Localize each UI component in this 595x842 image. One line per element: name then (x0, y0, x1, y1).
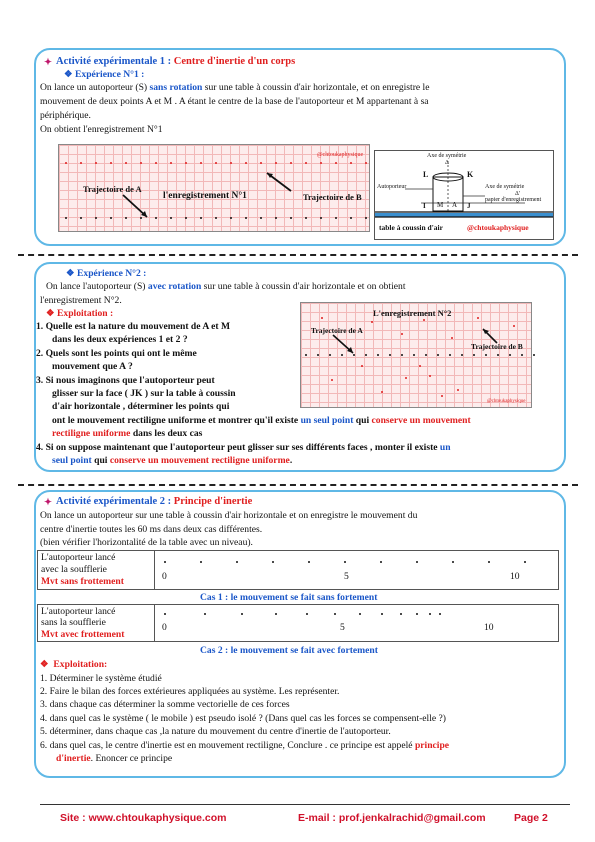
activity1-bullet-icon: ✦ (44, 57, 53, 68)
case1-label-line2: avec la soufflerie (41, 564, 107, 575)
question1-line1: 1. Quelle est la nature du mouvement de A et M (36, 321, 231, 332)
case2-caption: Cas 2 : le mouvement se fait avec fortement (200, 645, 378, 656)
case1-position-dot (380, 561, 382, 563)
question2-line2: mouvement que A ? (52, 361, 133, 372)
recording1-label-traj-a: Trajectoire de A (83, 184, 142, 194)
diagram-I-label: I (423, 202, 426, 210)
case2-label-line1: L'autoporteur lancé (41, 606, 116, 617)
exploitation2-item3: 3. dans chaque cas déterminer la somme vectorielle de ces forces (40, 699, 290, 710)
exploitation2-item6-line1: 6. dans quel cas, le centre d'inertie est en mouvement rectiligne, Conclure . ce principe est appelé principe (40, 740, 450, 751)
section-separator-2 (18, 484, 578, 486)
diagram-autoporteur-label: Autoporteur (377, 184, 407, 190)
case2-row (37, 604, 559, 642)
case2-position-dot (400, 613, 402, 615)
diagram-table-label: table à coussin d'air (379, 223, 443, 232)
recording1-arrows (59, 145, 371, 233)
recording2-figure (300, 302, 532, 408)
recording2-label: L'enregistrement N°2 (373, 308, 452, 318)
case1-position-dot (164, 561, 166, 563)
case2-label-line2: sans la soufflerie (41, 617, 106, 628)
case1-position-dot (416, 561, 418, 563)
activity1-paragraph-line1: On lance un autoporteur (S) sans rotation sur une table à coussin d'air horizontale, et on enregistre le (40, 82, 430, 93)
diagram-watermark: @chtoukaphysique (467, 223, 529, 232)
activity2-bullet-icon: ✦ (44, 497, 53, 508)
recording2-watermark: @chtoukaphysique (487, 399, 526, 404)
case2-position-dot (429, 613, 431, 615)
diagram-A-label: A (452, 201, 458, 209)
diagram-M-label: M (437, 201, 444, 209)
section-separator-1 (18, 254, 578, 256)
exploitation2-item6-line2: d'inertie. Enoncer ce principe (56, 753, 173, 764)
experience2-intro-line2: l'enregistrement N°2. (40, 295, 122, 306)
recording1-label-traj-b: Trajectoire de B (303, 192, 362, 202)
case2-position-dot (275, 613, 277, 615)
experience2-intro-line1: On lance l'autoporteur (S) avec rotation sur une table à coussin d'air horizontale et on obtient (46, 281, 406, 292)
recording1-watermark: @chtoukaphysique (317, 152, 364, 158)
exploitation1-heading: ❖ Exploitation : (46, 308, 114, 319)
case1-row (37, 550, 559, 590)
case1-position-dot (452, 561, 454, 563)
activity2-paragraph-line2: centre d'inertie toutes les 60 ms dans deux cas différentes. (40, 524, 263, 535)
recording1-label: l'enregistrement N°1 (163, 191, 247, 201)
case2-position-dot (306, 613, 308, 615)
question4-line1: 4. Si on suppose maintenant que l'autoporteur peut glisser sur ses différents faces , monter il existe un (36, 442, 451, 453)
case1-position-dot (488, 561, 490, 563)
question3-line5: rectiligne uniforme dans les deux cas (52, 428, 203, 439)
case2-position-dot (164, 613, 166, 615)
footer-site-link[interactable]: Site : www.chtoukaphysique.com (60, 812, 227, 824)
case1-position-dot (308, 561, 310, 563)
case2-position-dot (381, 613, 383, 615)
experience2-heading: ❖ Expérience N°2 : (66, 268, 147, 279)
activity2-paragraph-line1: On lance un autoporteur sur une table à coussin d'air horizontale et on enregistre le mouvement du (40, 510, 418, 521)
diagram-J-label: J (467, 202, 471, 210)
recording1-figure (58, 144, 370, 232)
case2-tick-10: 10 (484, 622, 494, 633)
case1-caption: Cas 1 : le mouvement se fait sans fortement (200, 592, 378, 603)
activity1-paragraph-line2: mouvement de deux points A et M . A étant le centre de la base de l'autoporteur et M appartenant à sa (40, 96, 429, 107)
case1-position-dot (272, 561, 274, 563)
question3-line4: ont le mouvement rectiligne uniforme et montrer qu'il existe un seul point qui conserve un mouvement (52, 415, 471, 426)
recording2-label-traj-b: Trajectoire de B (471, 342, 523, 351)
diagram-delta2-label: Δ' (515, 191, 520, 197)
question4-line2: seul point qui conserve un mouvement rectiligne uniforme. (52, 455, 293, 466)
exploitation2-item5: 5. déterminer, dans chaque cas ,la nature du mouvement du centre d'inertie de l'autoporteur. (40, 726, 391, 737)
case1-label-line3: Mvt sans frottement (41, 576, 124, 587)
case2-tick-0: 0 (162, 622, 167, 633)
recording2-arrows (301, 303, 533, 409)
question3-line2: glisser sur la face ( JK ) sur la table à coussin (52, 388, 236, 399)
case2-position-dot (334, 613, 336, 615)
diagram-K-label: K (467, 170, 474, 179)
case2-position-dot (416, 613, 418, 615)
activity1-paragraph-line3: périphérique. (40, 110, 91, 121)
exploitation2-item2: 2. Faire le bilan des forces extérieures appliquées au système. Les représenter. (40, 686, 340, 697)
case2-position-dot (241, 613, 243, 615)
case2-position-dot (204, 613, 206, 615)
footer-rule (40, 804, 570, 805)
case1-position-dot (236, 561, 238, 563)
case1-position-dot (524, 561, 526, 563)
case2-label-line3: Mvt avec frottement (41, 629, 125, 640)
exploitation2-heading: ❖ Exploitation: (40, 659, 108, 670)
diagram-axis-label: Axe de symétrie (427, 153, 467, 159)
recording2-label-traj-a: Trajectoire de A (311, 326, 363, 335)
question2-line1: 2. Quels sont les points qui ont le même (36, 348, 197, 359)
exploitation2-item1: 1. Déterminer le système étudié (40, 673, 162, 684)
activity2-paragraph-line3: (bien vérifier l'horizontalité de la table avec un niveau). (40, 537, 253, 548)
case1-tick-10: 10 (510, 571, 520, 582)
case2-tick-5: 5 (340, 622, 345, 633)
autoporteur-diagram (374, 150, 554, 240)
exploitation2-item4: 4. dans quel cas le système ( le mobile ) est pseudo isolé ? (Dans quel cas les forces se compensent-elle ?) (40, 713, 447, 724)
footer-email-link[interactable]: E-mail : prof.jenkalrachid@gmail.com (298, 812, 486, 824)
activity1-title: Activité expérimentale 1 : Centre d'inertie d'un corps (56, 56, 296, 67)
case1-label-line1: L'autoporteur lancé (41, 552, 116, 563)
case1-tick-0: 0 (162, 571, 167, 582)
diagram-L-label: L (423, 170, 429, 179)
activity2-title: Activité expérimentale 2 : Principe d'inertie (56, 496, 253, 507)
question3-line3: d'air horizontale , déterminer les points qui (52, 401, 230, 412)
experience1-heading: ❖ Expérience N°1 : (64, 69, 145, 80)
footer-page-number: Page 2 (514, 812, 548, 824)
diagram-paper-label: papier d'enregistrement (485, 197, 542, 203)
diagram-delta-label: Δ (445, 160, 449, 166)
activity1-paragraph-line4: On obtient l'enregistrement N°1 (40, 124, 163, 135)
diagram-axis2-label: Axe de symétrie (485, 184, 525, 190)
case2-position-dot (439, 613, 441, 615)
case2-position-dot (359, 613, 361, 615)
question1-line2: dans les deux expériences 1 et 2 ? (52, 334, 188, 345)
question3-line1: 3. Si nous imaginons que l'autoporteur peut (36, 375, 215, 386)
case1-tick-5: 5 (344, 571, 349, 582)
case1-position-dot (200, 561, 202, 563)
case1-position-dot (344, 561, 346, 563)
